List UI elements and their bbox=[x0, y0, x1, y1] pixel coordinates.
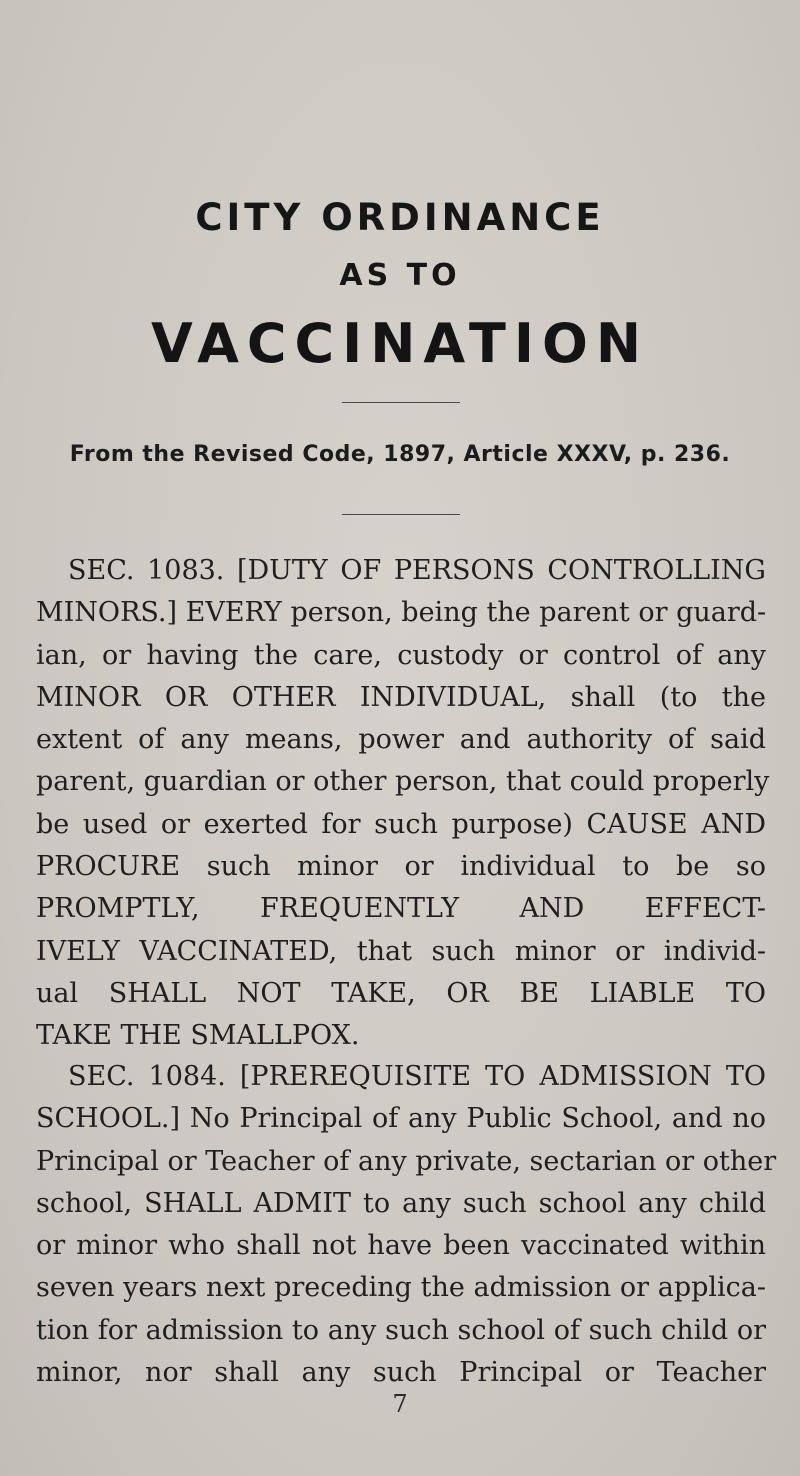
title-city-ordinance: CITY ORDINANCE bbox=[195, 196, 605, 239]
divider-top bbox=[342, 402, 460, 403]
section-line: PROMPTLY, FREQUENTLY AND EFFECT- bbox=[36, 893, 766, 925]
section-line: SEC. 1083. [DUTY OF PERSONS CONTROLLING bbox=[68, 555, 766, 586]
title-vaccination: VACCINATION bbox=[150, 312, 650, 375]
section-line: SEC. 1084. [PREREQUISITE TO ADMISSION TO bbox=[68, 1061, 766, 1092]
section-line: or minor who shall not have been vaccinated within bbox=[36, 1230, 766, 1262]
section-line: seven years next preceding the admission or applica- bbox=[36, 1272, 766, 1304]
section-line: MINOR OR OTHER INDIVIDUAL, shall (to the bbox=[36, 681, 766, 713]
section-1083 bbox=[36, 550, 770, 1058]
page-number: 7 bbox=[392, 1390, 408, 1418]
section-line: ual SHALL NOT TAKE, OR BE LIABLE TO bbox=[36, 977, 766, 1009]
title-as-to: AS TO bbox=[339, 258, 461, 293]
section-line: school, SHALL ADMIT to any such school any child bbox=[36, 1187, 766, 1219]
section-line: parent, guardian or other person, that could properly bbox=[36, 766, 770, 798]
section-line: ian, or having the care, custody or control of any bbox=[36, 639, 766, 671]
section-line: IVELY VACCINATED, that such minor or individ- bbox=[36, 935, 766, 967]
divider-bottom bbox=[342, 514, 460, 515]
section-line: minor, nor shall any such Principal or Teacher bbox=[36, 1357, 766, 1389]
section-line: TAKE THE SMALLPOX. bbox=[36, 1020, 360, 1052]
section-line: Principal or Teacher of any private, sectarian or other bbox=[36, 1145, 777, 1177]
section-line: PROCURE such minor or individual to be so bbox=[36, 851, 766, 883]
section-line: extent of any means, power and authority of said bbox=[36, 724, 766, 756]
section-line: be used or exerted for such purpose) CAUSE AND bbox=[36, 808, 766, 840]
section-line: SCHOOL.] No Principal of any Public School, and no bbox=[36, 1103, 766, 1135]
source-citation: From the Revised Code, 1897, Article XXXV, p. 236. bbox=[69, 442, 731, 467]
section-1084 bbox=[36, 1056, 777, 1394]
section-line: tion for admission to any such school of such child or bbox=[36, 1314, 766, 1346]
section-line: MINORS.] EVERY person, being the parent or guard- bbox=[36, 597, 767, 629]
